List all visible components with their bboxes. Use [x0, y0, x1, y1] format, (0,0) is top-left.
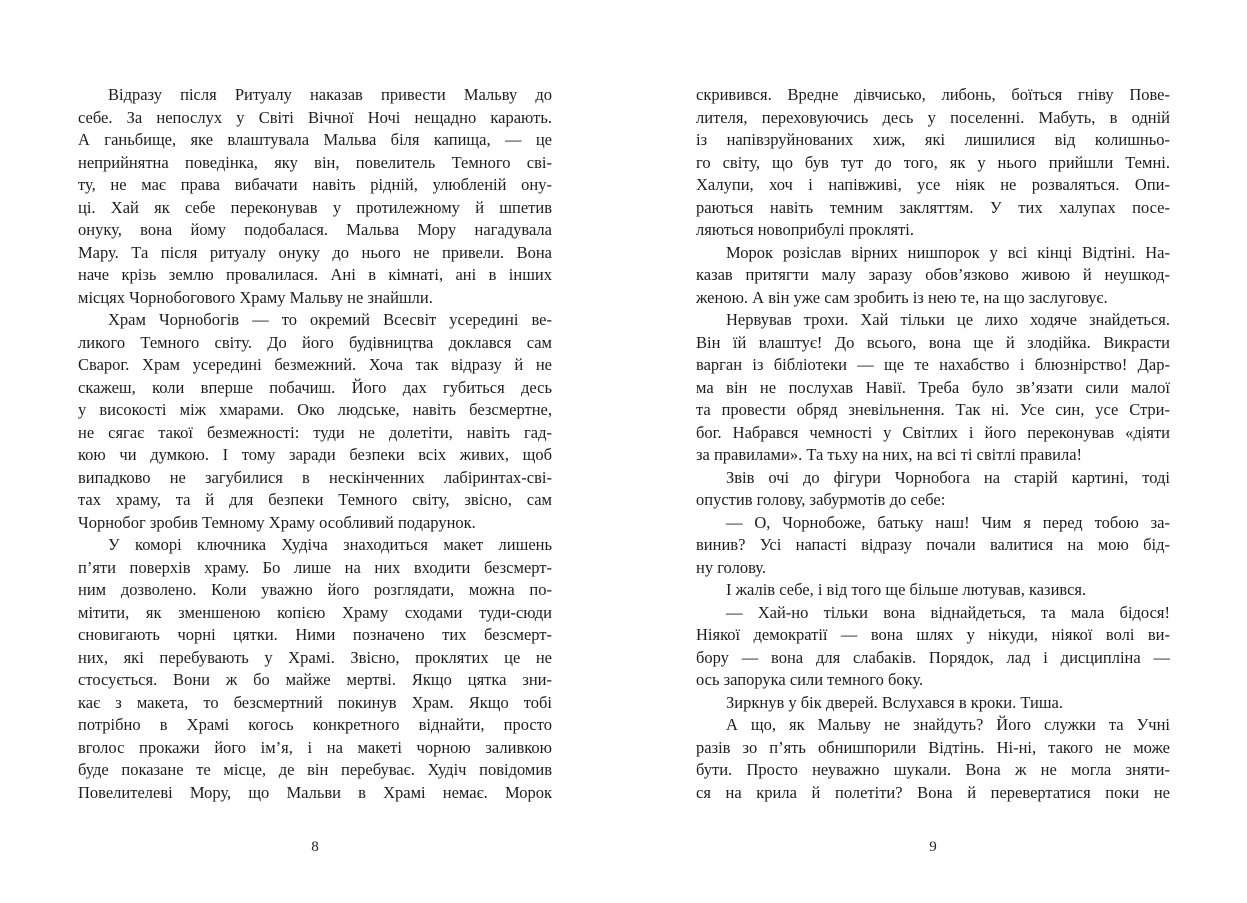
page-number-left: 8	[311, 839, 319, 855]
paragraph	[696, 714, 1170, 804]
text-line: кою чи думкою. І тому заради безпеки всіх живих, щоб	[78, 445, 552, 464]
text-line: скривився. Вредне дівчисько, либонь, боїться гніву Пове-	[696, 85, 1170, 104]
paragraph	[696, 602, 1170, 692]
text-line: разів зо п’ять обнишпорили Відтінь. Ні-ні, такого не може	[696, 737, 1170, 757]
text-line: — О, Чорнобоже, батьку наш! Чим я перед тобою за-	[726, 512, 1170, 532]
text-line: лителя, переховуючись десь у поселенні. Мабуть, в одній	[696, 107, 1170, 127]
text-line: стосується. Вони ж бо майже мертві. Якщо цятка зни-	[78, 670, 552, 689]
text-line: п’яти поверхів храму. Бо лише на них входити безсмерт-	[78, 557, 552, 577]
text-line: А ганьбище, яке влаштувала Мальва біля капища, — це	[78, 130, 552, 149]
text-line: наче крізь землю провалилася. Ані в кімнаті, ані в інших	[78, 265, 552, 284]
text-line: бог. Набрався чемності у Світлих і його переконував «діяти	[696, 422, 1170, 442]
text-line: варган із бібліотеки — ще те нахабство і блюзнірство! Дар-	[696, 355, 1170, 374]
page-right-text	[696, 84, 1170, 804]
paragraph	[696, 692, 1170, 715]
text-line: Він їй влаштує! До всього, вона ще й злодійка. Викрасти	[696, 332, 1170, 352]
text-line: бору — вона для слабаків. Порядок, лад і дисципліна —	[696, 647, 1170, 667]
text-line: за правилами». Та тьху на них, на всі ті світлі правила!	[696, 445, 1083, 464]
text-line: із напівзруйнованих хиж, які лишилися від колишньо-	[696, 130, 1170, 149]
text-line: ці. Хай як себе переконував у протилежному й шпетив	[78, 197, 552, 217]
paragraph	[78, 309, 552, 534]
text-line: Халупи, хоч і напівживі, усе ніяк не розваляться. Опи-	[696, 175, 1170, 194]
paragraph	[78, 84, 552, 309]
paragraph	[696, 579, 1170, 602]
text-line: Ніякої демократії — вона шлях у нікуди, ніякої волі ви-	[696, 625, 1170, 644]
text-line: ма він не послухав Навії. Треба було зв’язати сили малої	[696, 377, 1170, 397]
text-line: — Хай-но тільки вона віднайдеться, та мала бідося!	[726, 602, 1170, 622]
text-line: Зиркнув у бік дверей. Вслухався в кроки. Тиша.	[726, 692, 1064, 712]
text-line: не сягає такої безмежності: туди не долетіти, навіть гад-	[78, 422, 552, 442]
text-line: неприйнятна поведінка, яку він, повелитель Темного сві-	[78, 152, 552, 172]
text-line: І жалів себе, і від того ще більше лютував, казився.	[726, 580, 1087, 599]
text-line: тах храму, та й для безпеки Темного світу, звісно, сам	[78, 490, 552, 509]
text-line: ту, не має права вибачати навіть рідній, улюбленій ону-	[78, 175, 552, 194]
text-line: ну голову.	[696, 557, 767, 577]
text-line: женою. А він уже сам зробить із нею те, на що заслуговує.	[696, 287, 1108, 307]
text-line: ляються новоприбулі прокляті.	[696, 220, 914, 239]
text-line: бути. Просто неуважно шукали. Вона ж не могла зняти-	[696, 760, 1170, 779]
text-line: опустив голову, забурмотів до себе:	[696, 490, 946, 509]
text-line: буде показане те місце, де він перебуває. Худіч повідомив	[78, 760, 552, 779]
text-line: скажеш, коли вперше побачиш. Його дах губиться десь	[78, 377, 552, 397]
text-line: Сварог. Храм усередині безмежний. Хоча так відразу й не	[78, 355, 552, 374]
text-line: ся на крила й полетіти? Вона й перевертатися поки не	[696, 782, 1170, 802]
text-line: У коморі ключника Худіча знаходиться макет лишень	[108, 535, 552, 554]
text-line: ним дозволено. Коли уважно його розглядати, можна по-	[78, 580, 552, 599]
text-line: Мару. Та після ритуалу онуку до нього не привели. Вона	[78, 242, 552, 262]
text-line: місцях Чорнобогового Храму Мальву не знайшли.	[78, 287, 433, 307]
text-line: у високості між хмарами. Око людське, навіть безсмертне,	[78, 400, 552, 419]
text-line: себе. За непослух у Світі Вічної Ночі нещадно карають.	[78, 107, 552, 127]
text-line: Відразу після Ритуалу наказав привести Мальву до	[108, 85, 552, 104]
text-line: мітити, як зменшеною копією Храму сходами туди-сюди	[78, 602, 552, 622]
text-line: ликого Темного світу. До його будівництва доклався сам	[78, 332, 552, 352]
paragraph	[696, 512, 1170, 580]
text-line: випадково не загубилися в нескінченних лабіринтах-сві-	[78, 467, 552, 487]
page-left-text	[78, 84, 552, 804]
text-line: онуку, вона йому подобалася. Мальва Мору нагадувала	[78, 220, 552, 239]
text-line: раються навіть темним закляттям. У тих халупах посе-	[696, 197, 1170, 217]
text-line: ось запорука сили темного боку.	[696, 670, 924, 689]
text-line: Храм Чорнобогів — то окремий Всесвіт усередині ве-	[108, 310, 552, 329]
text-line: винив? Усі напасті відразу почали валитися на мою бід-	[696, 535, 1170, 554]
text-line: вголос прокажи його ім’я, і на макеті чорною заливкою	[78, 737, 552, 757]
text-line: казав притягти малу заразу обов’язково живою й неушкод-	[696, 265, 1170, 284]
text-line: потрібно в Храмі когось конкретного віднайти, просто	[78, 715, 552, 734]
paragraph	[696, 309, 1170, 467]
text-line: Морок розіслав вірних нишпорок у всі кінці Відтіні. На-	[726, 242, 1170, 262]
paragraph	[78, 534, 552, 804]
text-line: го світу, що був тут до того, як у нього прийшли Темні.	[696, 152, 1170, 172]
text-line: Звів очі до фігури Чорнобога на старій картині, тоді	[726, 467, 1170, 487]
text-line: Чорнобог зробив Темному Храму особливий подарунок.	[78, 512, 476, 532]
text-line: сновигають чорні цятки. Ними позначено тих безсмерт-	[78, 625, 552, 644]
paragraph	[696, 242, 1170, 310]
text-line: та провести обряд зневільнення. Так ні. Усе син, усе Стри-	[696, 400, 1170, 419]
text-line: Повелителеві Мору, що Мальви в Храмі немає. Морок	[78, 782, 552, 802]
page-number-right: 9	[929, 839, 937, 855]
text-line: кає з макета, то безсмертний покинув Храм. Якщо тобі	[78, 692, 552, 712]
paragraph	[696, 467, 1170, 512]
paragraph	[696, 84, 1170, 242]
text-line: А що, як Мальву не знайдуть? Його служки та Учні	[726, 715, 1170, 734]
text-line: них, які перебувають у Храмі. Звісно, проклятих це не	[78, 647, 552, 667]
text-line: Нервував трохи. Хай тільки це лихо ходяче знайдеться.	[726, 310, 1170, 329]
